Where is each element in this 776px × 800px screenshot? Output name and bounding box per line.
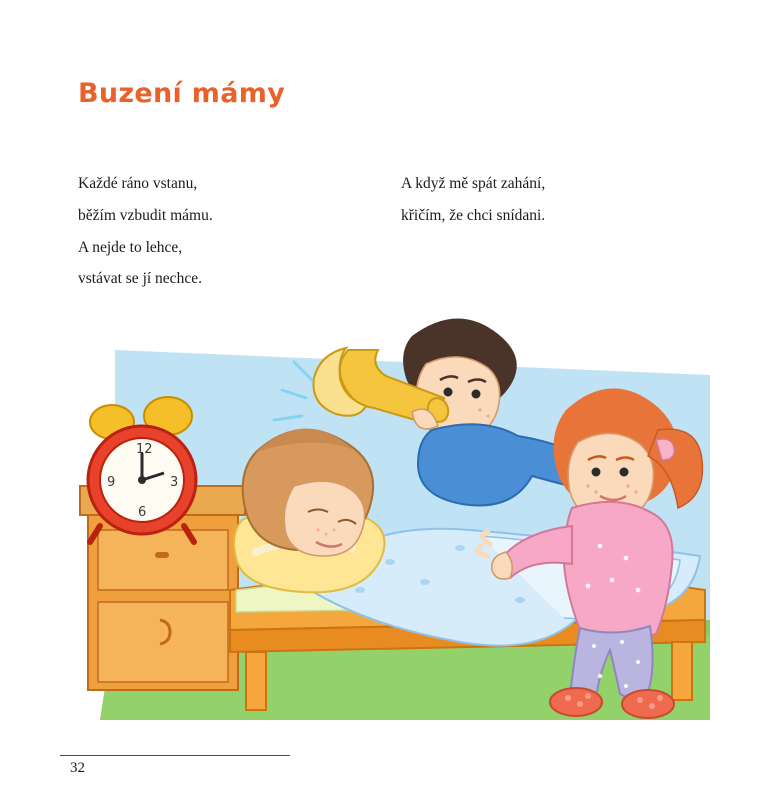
poem-line: A když mě spát zahání, (401, 175, 546, 192)
svg-text:9: 9 (107, 475, 116, 490)
poem-line: běžím vzbudit mámu. (78, 206, 213, 224)
poem-column-left (78, 168, 213, 295)
footer-divider (60, 755, 290, 756)
page-number: 32 (70, 760, 85, 776)
poem-line: Každé ráno vstanu, (78, 175, 198, 192)
poem-line: vstávat se jí nechce. (78, 270, 202, 288)
svg-text:3: 3 (170, 475, 179, 490)
mother-sleeping (243, 428, 373, 556)
poem-line: A nejde to lehce, (78, 238, 183, 256)
poem-line: křičím, že chci snídani. (401, 206, 546, 224)
illustration-children-waking-mother (60, 290, 720, 740)
svg-text:12: 12 (136, 442, 153, 457)
page-title: Buzení mámy (78, 78, 286, 109)
svg-text:6: 6 (138, 505, 147, 520)
poem-column-right (401, 168, 545, 232)
